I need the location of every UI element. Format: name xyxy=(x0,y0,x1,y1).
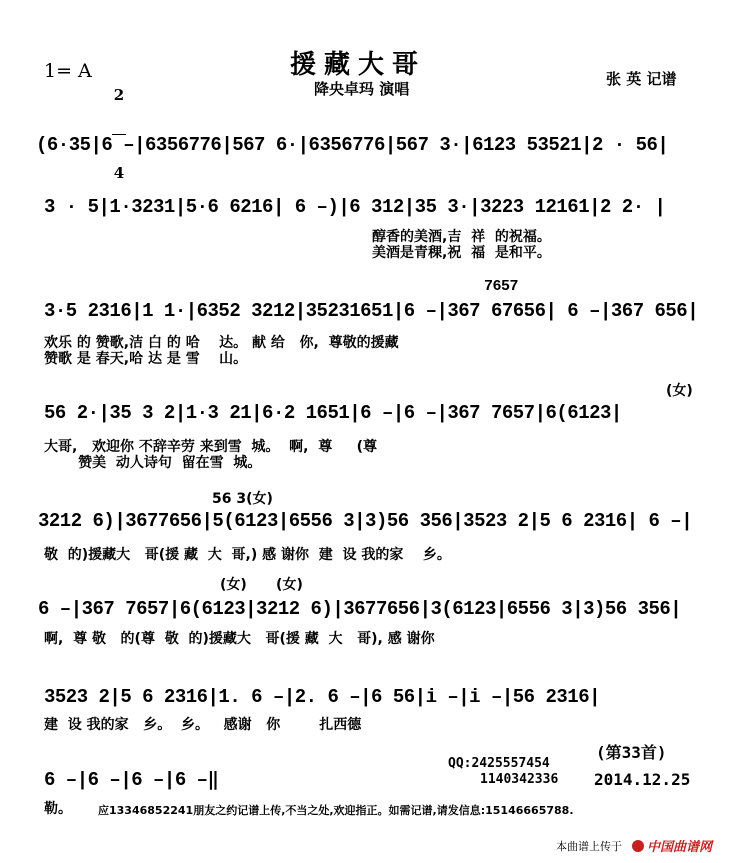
time-signature xyxy=(112,58,126,196)
score-line-4: 56 2·|35 3 2|1·3 21|6·2 1651|6 –|6 –|367 7657|6(6123| xyxy=(44,402,622,424)
score-line-3: 3·5 2316|1 1·|6352 3212|35231651|6 –|367 67656| 6 –|367 656| xyxy=(44,300,699,322)
transcriber-credit: 张 英 记谱 xyxy=(606,70,677,88)
lyrics-line-7: 建 设 我的家 乡。 乡。 感谢 你 扎西德 xyxy=(44,717,362,733)
score-line-6: 6 –|367 7657|6(6123|3212 6)|3677656|3(6123|6556 3|3)56 356| xyxy=(38,598,682,620)
lyrics-line-3-verse-1: 欢乐 的 赞歌,洁 白 的 哈 达。 献 给 你, 尊敬的援藏 xyxy=(44,335,399,351)
qq-contact: QQ:2425557454 xyxy=(448,756,550,771)
lyrics-line-8: 勒。 xyxy=(44,801,72,817)
time-denominator: 4 xyxy=(113,164,125,182)
transcription-note: 应13346852241朋友之约记谱上传,不当之处,欢迎指正。如需记谱,请发信息:15146665788. xyxy=(98,804,574,817)
score-line-8: 6 –|6 –|6 –|6 –‖ xyxy=(44,769,219,791)
qq-contact-2: 1140342336 xyxy=(480,772,559,787)
lyrics-line-6: 啊, 尊 敬 的(尊 敬 的)援藏大 哥(援 藏 大 哥), 感 谢你 xyxy=(44,631,435,647)
key-signature: 1= A xyxy=(44,60,92,82)
score-line-6-above: (女) (女) xyxy=(220,577,303,593)
score-line-5: 3212 6)|3677656|5(6123|6556 3|3)56 356|3523 2|5 6 2316| 6 –| xyxy=(38,510,693,532)
lyrics-line-2-verse-1: 醇香的美酒,吉 祥 的祝福。 xyxy=(372,229,551,245)
lyrics-line-2-verse-2: 美酒是青稞,祝 福 是和平。 xyxy=(372,245,551,261)
score-line-4-above: (女) xyxy=(666,383,693,399)
lyrics-line-5: 敬 的)援藏大 哥(援 藏 大 哥,) 感 谢你 建 设 我的家 乡。 xyxy=(44,547,451,563)
score-line-7: 3523 2|5 6 2316|1. 6 –|2. 6 –|6 56|i –|i –|56 2316| xyxy=(44,686,600,708)
score-line-5-above: 56 3(女) xyxy=(212,491,273,507)
brand-icon xyxy=(632,840,644,852)
score-line-1: (6·35|6 –|6356776|567 6·|6356776|567 3·|6123 53521|2 · 56| xyxy=(36,134,669,156)
score-date: 2014.12.25 xyxy=(594,770,691,789)
score-number: (第33首) xyxy=(596,743,667,762)
upload-label: 本曲谱上传于 xyxy=(556,840,622,853)
brand-name: 中国曲谱网 xyxy=(647,840,713,855)
performer-credit: 降央卓玛 演唱 xyxy=(314,80,410,98)
lyrics-line-3-verse-2: 赞歌 是 春天,哈 达 是 雪 山。 xyxy=(44,351,248,367)
song-title: 援藏大哥 xyxy=(290,50,427,80)
lyrics-line-4-verse-2: 赞美 动人诗句 留在雪 城。 xyxy=(44,455,262,471)
brand-logo xyxy=(632,836,712,855)
score-line-3-above: 7657 xyxy=(484,278,519,295)
lyrics-line-4-verse-1: 大哥, 欢迎你 不辞辛劳 来到雪 城。 啊, 尊 (尊 xyxy=(44,439,378,455)
score-line-2: 3 · 5|1·3231|5·6 6216| 6 –)|6 312|35 3·|3223 12161|2 2· | xyxy=(44,196,666,218)
time-numerator: 2 xyxy=(113,86,125,104)
